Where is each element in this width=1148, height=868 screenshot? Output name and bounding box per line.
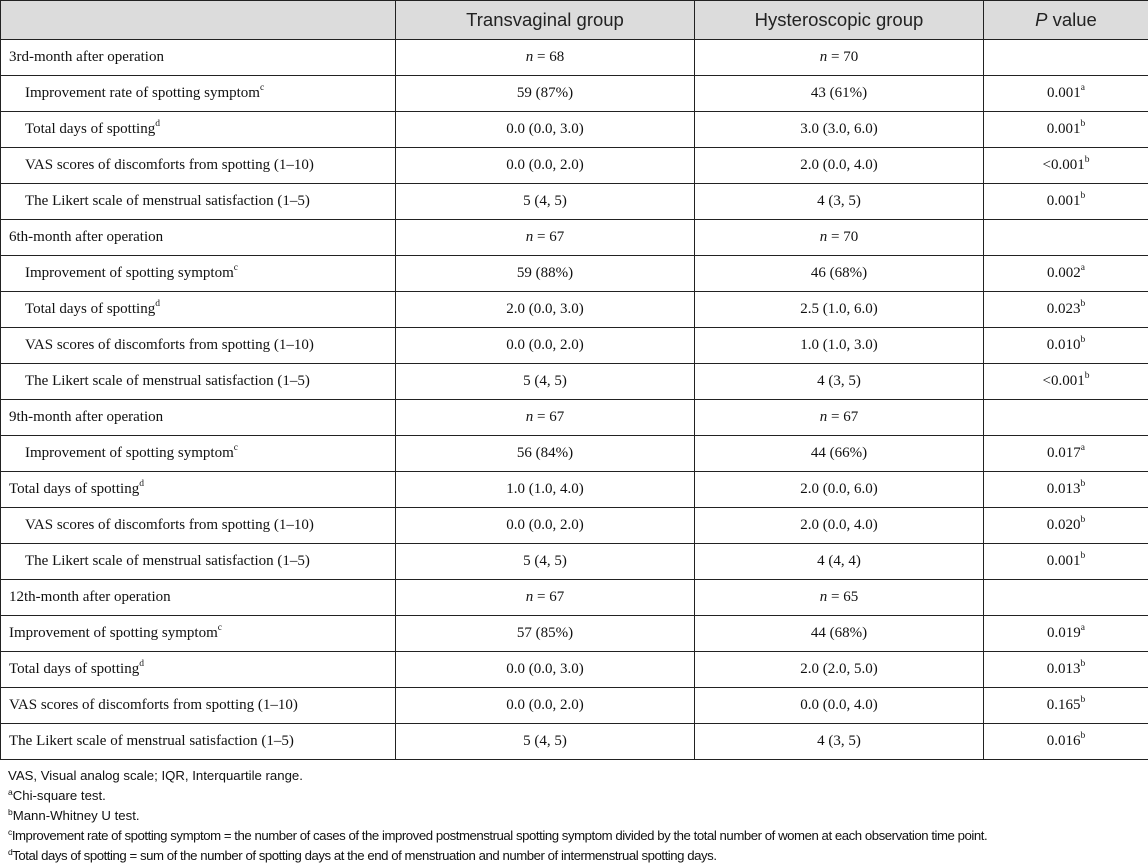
p-value-text: <0.001	[1042, 157, 1085, 173]
footnote-mark: c	[233, 443, 238, 453]
footnote-line	[8, 826, 1148, 846]
transvaginal-value: 0.0 (0.0, 3.0)	[396, 112, 695, 148]
hysteroscopic-value: 2.5 (1.0, 6.0)	[695, 292, 984, 328]
transvaginal-value: 5 (4, 5)	[396, 364, 695, 400]
header-empty	[1, 1, 396, 40]
transvaginal-value: 59 (87%)	[396, 76, 695, 112]
table-row	[1, 148, 1148, 184]
test-mark: a	[1080, 623, 1085, 633]
p-value	[984, 652, 1148, 688]
p-value-text: 0.001	[1046, 193, 1081, 209]
table-row	[1, 364, 1148, 400]
row-label-text: Total days of spotting	[9, 481, 140, 497]
row-label-text: Improvement of spotting symptom	[25, 445, 234, 461]
row-label	[1, 328, 396, 364]
p-value-text: 0.001	[1046, 121, 1081, 137]
row-label	[1, 436, 396, 472]
p-value	[984, 40, 1148, 76]
row-label	[1, 292, 396, 328]
header-hysteroscopic: Hysteroscopic group	[695, 1, 984, 40]
p-value	[984, 616, 1148, 652]
p-value	[984, 328, 1148, 364]
hysteroscopic-value: 4 (3, 5)	[695, 364, 984, 400]
p-value-text: 0.013	[1046, 661, 1081, 677]
table-row	[1, 112, 1148, 148]
row-label-text: Improvement rate of spotting symptom	[25, 85, 260, 101]
p-value	[984, 400, 1148, 436]
hysteroscopic-value: 2.0 (0.0, 6.0)	[695, 472, 984, 508]
footnote-line	[8, 766, 1148, 786]
test-mark: b	[1080, 659, 1086, 669]
hysteroscopic-value: 2.0 (0.0, 4.0)	[695, 148, 984, 184]
p-value-text: 0.013	[1046, 481, 1081, 497]
p-value-text: 0.019	[1047, 625, 1081, 641]
test-mark: b	[1080, 731, 1086, 741]
p-value	[984, 148, 1148, 184]
p-value	[984, 220, 1148, 256]
row-label-text: Improvement of spotting symptom	[9, 625, 218, 641]
p-value	[984, 112, 1148, 148]
hysteroscopic-value: 43 (61%)	[695, 76, 984, 112]
row-label	[1, 364, 396, 400]
transvaginal-value: 0.0 (0.0, 2.0)	[396, 328, 695, 364]
p-value-text: 0.001	[1047, 85, 1081, 101]
time-point-row	[1, 220, 1148, 256]
row-label	[1, 256, 396, 292]
footnote-mark: d	[155, 119, 160, 129]
hysteroscopic-value: 4 (3, 5)	[695, 724, 984, 760]
p-value	[984, 580, 1148, 616]
row-label	[1, 724, 396, 760]
row-label	[1, 652, 396, 688]
n-symbol: n	[525, 589, 534, 605]
transvaginal-value: 0.0 (0.0, 3.0)	[396, 652, 695, 688]
row-label	[1, 688, 396, 724]
footnote-mark: d	[155, 299, 160, 309]
hysteroscopic-value: 0.0 (0.0, 4.0)	[695, 688, 984, 724]
hysteroscopic-value: 2.0 (2.0, 5.0)	[695, 652, 984, 688]
row-label	[1, 544, 396, 580]
transvaginal-value: 0.0 (0.0, 2.0)	[396, 508, 695, 544]
row-label-text: Total days of spotting	[9, 661, 140, 677]
row-label	[1, 220, 396, 256]
table-row	[1, 544, 1148, 580]
p-value	[984, 436, 1148, 472]
table-row	[1, 256, 1148, 292]
table-row	[1, 616, 1148, 652]
test-mark: b	[1080, 335, 1086, 345]
row-label-text: 6th-month after operation	[9, 229, 164, 245]
row-label	[1, 508, 396, 544]
row-label	[1, 472, 396, 508]
hysteroscopic-value: 46 (68%)	[695, 256, 984, 292]
row-label	[1, 76, 396, 112]
hysteroscopic-value: 44 (66%)	[695, 436, 984, 472]
hysteroscopic-value: n = 70	[695, 40, 984, 76]
table-row	[1, 688, 1148, 724]
transvaginal-value: 56 (84%)	[396, 436, 695, 472]
table-row	[1, 292, 1148, 328]
p-value	[984, 544, 1148, 580]
n-symbol: n	[819, 409, 828, 425]
transvaginal-value: 5 (4, 5)	[396, 544, 695, 580]
p-value	[984, 364, 1148, 400]
test-mark: b	[1080, 479, 1086, 489]
p-value-text: <0.001	[1042, 373, 1085, 389]
hysteroscopic-value: n = 67	[695, 400, 984, 436]
footnote-text: Total days of spotting = sum of the number of spotting days at the end of menstruation and number of intermenstrual spotting days.	[12, 848, 717, 863]
footnote-text: Mann-Whitney U test.	[12, 808, 140, 823]
transvaginal-value: 5 (4, 5)	[396, 724, 695, 760]
table-row	[1, 472, 1148, 508]
test-mark: b	[1084, 155, 1090, 165]
footnote-mark: b	[8, 806, 13, 817]
hysteroscopic-value: 4 (4, 4)	[695, 544, 984, 580]
test-mark: b	[1080, 515, 1086, 525]
time-point-row	[1, 580, 1148, 616]
row-label	[1, 184, 396, 220]
table-row	[1, 436, 1148, 472]
footnote-mark: a	[8, 786, 13, 797]
p-value	[984, 724, 1148, 760]
p-value-text: 0.002	[1047, 265, 1081, 281]
transvaginal-value: n = 67	[396, 580, 695, 616]
row-label	[1, 616, 396, 652]
n-symbol: n	[525, 409, 534, 425]
header-p-rest: value	[1047, 9, 1097, 30]
test-mark: b	[1080, 551, 1086, 561]
test-mark: a	[1080, 443, 1085, 453]
hysteroscopic-value: 3.0 (3.0, 6.0)	[695, 112, 984, 148]
table-row	[1, 724, 1148, 760]
test-mark: b	[1080, 119, 1086, 129]
test-mark: b	[1080, 191, 1086, 201]
row-label	[1, 112, 396, 148]
hysteroscopic-value: 2.0 (0.0, 4.0)	[695, 508, 984, 544]
row-label-text: VAS scores of discomforts from spotting (1–10)	[25, 517, 314, 533]
header-p-letter: P	[1035, 9, 1048, 30]
row-label-text: The Likert scale of menstrual satisfaction (1–5)	[25, 553, 310, 569]
n-symbol: n	[819, 49, 828, 65]
transvaginal-value: n = 68	[396, 40, 695, 76]
p-value	[984, 292, 1148, 328]
n-symbol: n	[525, 49, 534, 65]
footnote-text: Improvement rate of spotting symptom = the number of cases of the improved postmenstrual spotting symptom divided by the total number of women at each observation time point.	[11, 828, 988, 843]
header-transvaginal: Transvaginal group	[396, 1, 695, 40]
p-value	[984, 472, 1148, 508]
table-row	[1, 184, 1148, 220]
p-value	[984, 76, 1148, 112]
table-row	[1, 508, 1148, 544]
p-value	[984, 256, 1148, 292]
hysteroscopic-value: n = 70	[695, 220, 984, 256]
time-point-row	[1, 400, 1148, 436]
row-label-text: Improvement of spotting symptom	[25, 265, 234, 281]
footnote-line	[8, 786, 1148, 806]
transvaginal-value: 5 (4, 5)	[396, 184, 695, 220]
p-value	[984, 184, 1148, 220]
footnote-line	[8, 806, 1148, 826]
header-p-value	[984, 1, 1148, 40]
row-label-text: The Likert scale of menstrual satisfaction (1–5)	[9, 733, 294, 749]
row-label	[1, 148, 396, 184]
p-value-text: 0.165	[1046, 697, 1081, 713]
row-label-text: VAS scores of discomforts from spotting (1–10)	[9, 697, 298, 713]
transvaginal-value: 1.0 (1.0, 4.0)	[396, 472, 695, 508]
transvaginal-value: 0.0 (0.0, 2.0)	[396, 148, 695, 184]
hysteroscopic-value: 1.0 (1.0, 3.0)	[695, 328, 984, 364]
hysteroscopic-value: 44 (68%)	[695, 616, 984, 652]
test-mark: a	[1080, 83, 1085, 93]
transvaginal-value: 57 (85%)	[396, 616, 695, 652]
footnote-mark: d	[139, 659, 144, 669]
row-label	[1, 400, 396, 436]
n-symbol: n	[525, 229, 534, 245]
footnote-text: VAS, Visual analog scale; IQR, Interquartile range.	[8, 768, 303, 783]
header-row	[1, 1, 1148, 40]
table-row	[1, 652, 1148, 688]
transvaginal-value: n = 67	[396, 220, 695, 256]
table-row	[1, 76, 1148, 112]
row-label	[1, 40, 396, 76]
footnote-text: Chi-square test.	[12, 788, 106, 803]
row-label-text: The Likert scale of menstrual satisfaction (1–5)	[25, 193, 310, 209]
hysteroscopic-value: n = 65	[695, 580, 984, 616]
transvaginal-value: 2.0 (0.0, 3.0)	[396, 292, 695, 328]
p-value-text: 0.010	[1046, 337, 1081, 353]
row-label-text: Total days of spotting	[25, 121, 156, 137]
row-label	[1, 580, 396, 616]
footnote-mark: d	[8, 846, 13, 857]
p-value	[984, 508, 1148, 544]
row-label-text: VAS scores of discomforts from spotting (1–10)	[25, 337, 314, 353]
row-label-text: VAS scores of discomforts from spotting (1–10)	[25, 157, 314, 173]
transvaginal-value: 0.0 (0.0, 2.0)	[396, 688, 695, 724]
transvaginal-value: 59 (88%)	[396, 256, 695, 292]
footnote-mark: c	[259, 83, 265, 93]
transvaginal-value: n = 67	[396, 400, 695, 436]
footnotes	[8, 766, 1148, 866]
p-value-text: 0.017	[1047, 445, 1081, 461]
footnote-line	[8, 846, 1148, 866]
time-point-row	[1, 40, 1148, 76]
p-value	[984, 688, 1148, 724]
test-mark: b	[1084, 371, 1090, 381]
p-value-text: 0.016	[1046, 733, 1081, 749]
footnote-mark: c	[217, 623, 222, 633]
footnote-mark: d	[139, 479, 144, 489]
hysteroscopic-value: 4 (3, 5)	[695, 184, 984, 220]
p-value-text: 0.020	[1046, 517, 1081, 533]
row-label-text: Total days of spotting	[25, 301, 156, 317]
row-label-text: 9th-month after operation	[9, 409, 164, 425]
footnote-mark: c	[233, 263, 238, 273]
table-row	[1, 328, 1148, 364]
test-mark: b	[1080, 695, 1086, 705]
n-symbol: n	[819, 229, 828, 245]
footnote-mark: c	[8, 826, 12, 837]
p-value-text: 0.001	[1046, 553, 1081, 569]
row-label-text: 3rd-month after operation	[9, 49, 164, 65]
p-value-text: 0.023	[1046, 301, 1081, 317]
row-label-text: 12th-month after operation	[9, 589, 171, 605]
n-symbol: n	[819, 589, 828, 605]
row-label-text: The Likert scale of menstrual satisfaction (1–5)	[25, 373, 310, 389]
test-mark: a	[1080, 263, 1085, 273]
test-mark: b	[1080, 299, 1086, 309]
